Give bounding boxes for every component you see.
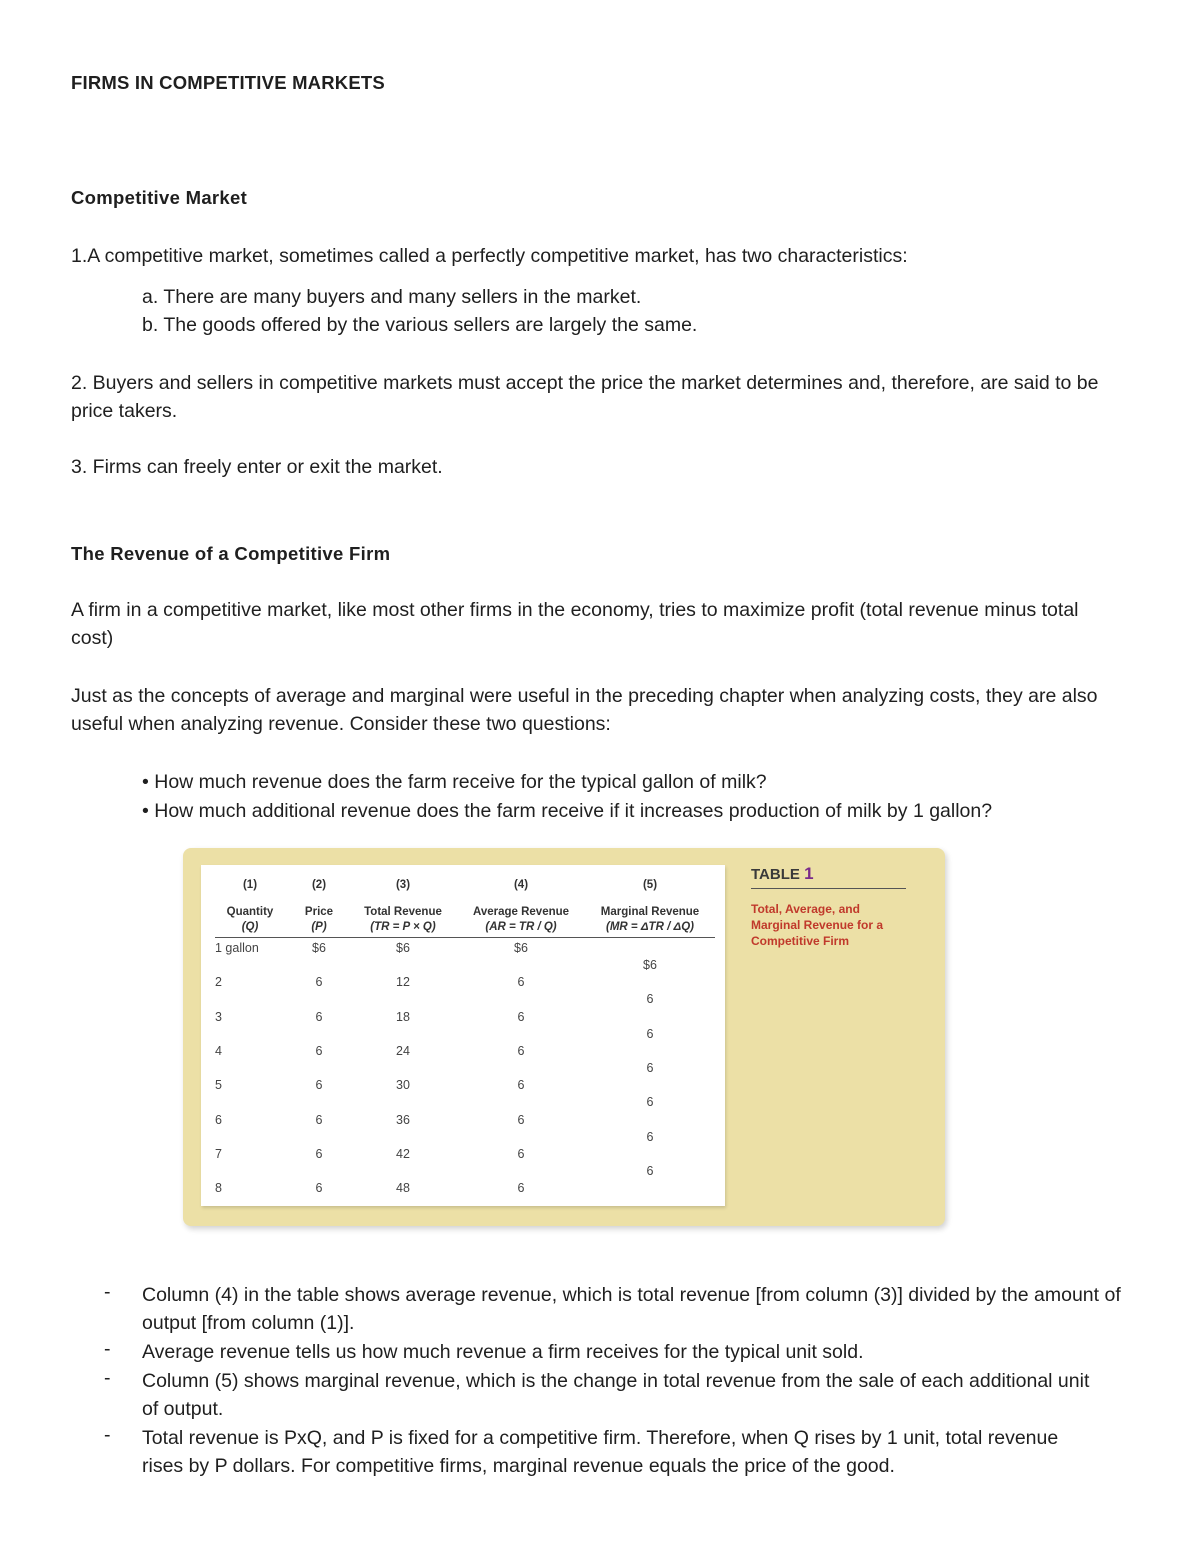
page-title: FIRMS IN COMPETITIVE MARKETS (71, 72, 385, 93)
col-title-total-revenue: Total Revenue (364, 906, 442, 918)
question-typical-gallon: • How much revenue does the farm receive for the typical gallon of milk? (142, 771, 767, 793)
cell-price: 6 (315, 1146, 323, 1161)
cell-average-revenue: 6 (517, 975, 525, 990)
cell-marginal-revenue: 6 (646, 992, 654, 1007)
col-sub-total-revenue: (TR = P × Q) (370, 921, 436, 933)
col-header-average-revenue (446, 905, 596, 935)
paragraph-price-takers: 2. Buyers and sellers in competitive markets must accept the price the market determines and, therefore, are said to be price takers. (71, 372, 1099, 422)
dash-bullet: - (104, 1281, 111, 1303)
col-title-price: Price (304, 906, 334, 918)
paragraph-maximize-profit: A firm in a competitive market, like most other firms in the economy, tries to maximize profit (total revenue minus total cost) (71, 599, 1079, 649)
cell-marginal-revenue: $6 (643, 958, 657, 972)
table-label (751, 864, 906, 949)
cell-price: 6 (315, 1043, 323, 1058)
section-heading-revenue: The Revenue of a Competitive Firm (71, 543, 391, 564)
col-header-marginal-revenue (575, 905, 725, 935)
question-additional-gallon: • How much additional revenue does the farm receive if it increases production of milk by 1 gallon? (142, 800, 993, 822)
section-heading-competitive-market: Competitive Market (71, 187, 248, 208)
list-item-b: b. The goods offered by the various sellers are largely the same. (142, 314, 698, 336)
cell-total-revenue: 48 (396, 1181, 410, 1196)
cell-quantity: 5 (215, 1078, 222, 1093)
col-title-average-revenue: Average Revenue (472, 906, 570, 918)
col-title-marginal-revenue: Marginal Revenue (600, 906, 700, 918)
paragraph-average-marginal: Just as the concepts of average and marginal were useful in the preceding chapter when analyzing costs, they are also useful when analyzing revenue. Consider these two questions: (71, 685, 1098, 735)
col-sub-marginal-revenue: (MR = ΔTR / ΔQ) (606, 921, 694, 933)
cell-quantity: 7 (215, 1146, 222, 1161)
note-marginal-revenue-column: Column (5) shows marginal revenue, which is the change in total revenue from the sale of each additional unit of output. (142, 1370, 1090, 1420)
paragraph-free-entry: 3. Firms can freely enter or exit the market. (71, 456, 443, 478)
cell-quantity: 2 (215, 975, 222, 990)
cell-quantity: 3 (215, 1009, 222, 1024)
cell-total-revenue: $6 (396, 941, 410, 955)
cell-price: 6 (315, 1078, 323, 1093)
cell-quantity: 6 (215, 1112, 222, 1127)
cell-marginal-revenue: 6 (646, 1095, 654, 1110)
header-rule (215, 937, 715, 938)
cell-total-revenue: 18 (396, 1009, 410, 1024)
cell-average-revenue: 6 (517, 1146, 525, 1161)
cell-price: 6 (315, 1112, 323, 1127)
paragraph-characteristics: 1.A competitive market, sometimes called a perfectly competitive market, has two characteristics: (71, 245, 908, 267)
cell-marginal-revenue: 6 (646, 1026, 654, 1041)
note-average-revenue-column: Column (4) in the table shows average revenue, which is total revenue [from column (3)] divided by the amount of output [from column (1)]. (142, 1284, 1121, 1334)
col-num-5: (5) (642, 879, 658, 891)
cell-quantity: 8 (215, 1181, 222, 1196)
col-num-2: (2) (311, 879, 327, 891)
cell-average-revenue: $6 (514, 941, 528, 955)
dash-bullet: - (104, 1367, 111, 1389)
table-caption: Total, Average, and Marginal Revenue for a Competitive Firm (751, 902, 884, 948)
cell-marginal-revenue: 6 (646, 1060, 654, 1075)
col-sub-price: (P) (311, 921, 327, 933)
cell-price: 6 (315, 975, 323, 990)
cell-price: $6 (312, 941, 326, 955)
col-sub-average-revenue: (AR = TR / Q) (485, 921, 557, 933)
col-title-quantity: Quantity (226, 906, 274, 918)
table-label-word: TABLE (751, 866, 800, 883)
revenue-table (201, 865, 725, 1206)
cell-average-revenue: 6 (517, 1112, 525, 1127)
cell-marginal-revenue: 6 (646, 1163, 654, 1178)
dash-bullet: - (104, 1424, 111, 1446)
col-num-4: (4) (513, 879, 529, 891)
cell-price: 6 (315, 1181, 323, 1196)
cell-quantity: 1 gallon (215, 941, 259, 955)
table-label-rule (751, 888, 906, 889)
cell-average-revenue: 6 (517, 1181, 525, 1196)
col-sub-quantity: (Q) (241, 921, 259, 933)
table-label-title (751, 864, 906, 884)
cell-total-revenue: 24 (396, 1043, 410, 1058)
list-item-a: a. There are many buyers and many sellers in the market. (142, 286, 642, 308)
cell-total-revenue: 42 (396, 1146, 410, 1161)
col-num-1: (1) (242, 879, 258, 891)
dash-bullet: - (104, 1338, 111, 1360)
note-average-revenue-meaning: Average revenue tells us how much revenue a firm receives for the typical unit sold. (142, 1341, 864, 1363)
cell-total-revenue: 36 (396, 1112, 410, 1127)
cell-total-revenue: 30 (396, 1078, 410, 1093)
cell-price: 6 (315, 1009, 323, 1024)
cell-average-revenue: 6 (517, 1009, 525, 1024)
note-mr-equals-price: Total revenue is PxQ, and P is fixed for a competitive firm. Therefore, when Q rises by 1 unit, total revenue rises by P dollars. For competitive firms, marginal revenue equals the price of the good. (142, 1427, 1059, 1477)
revenue-table-figure (183, 848, 945, 1226)
cell-average-revenue: 6 (517, 1078, 525, 1093)
col-num-3: (3) (395, 879, 411, 891)
cell-total-revenue: 12 (396, 975, 410, 990)
cell-average-revenue: 6 (517, 1043, 525, 1058)
cell-quantity: 4 (215, 1043, 222, 1058)
cell-marginal-revenue: 6 (646, 1129, 654, 1144)
table-label-number: 1 (804, 864, 814, 883)
